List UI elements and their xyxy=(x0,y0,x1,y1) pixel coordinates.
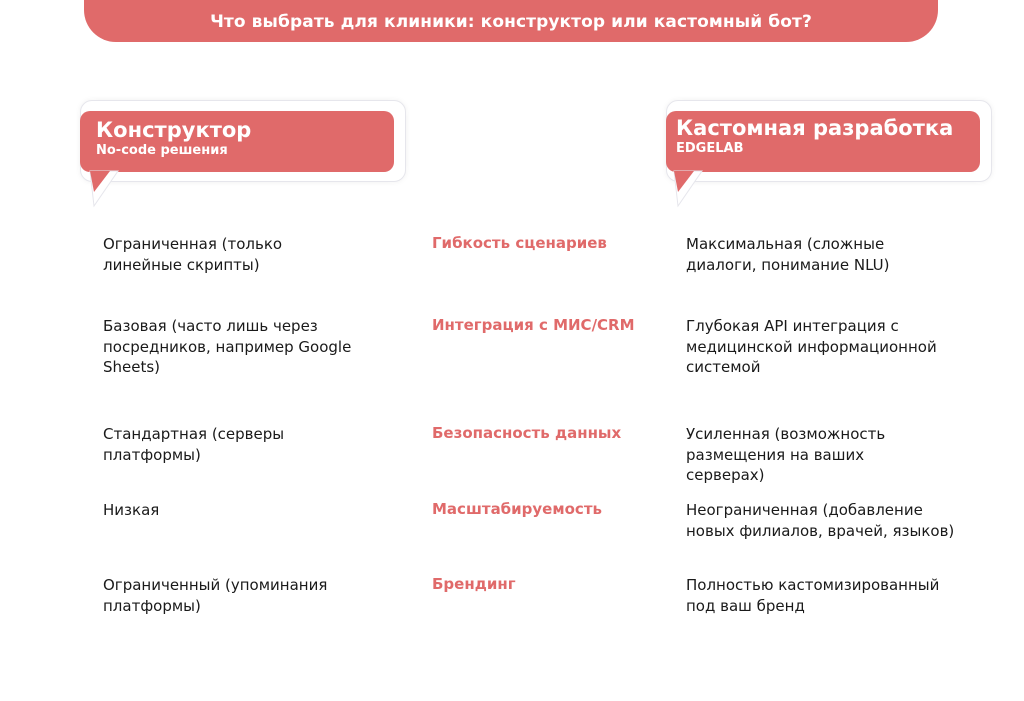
row-4-criterion: Масштабируемость xyxy=(432,500,602,518)
title-banner xyxy=(84,0,938,42)
row-5-right-value: Полностью кастомизированный под ваш бренд xyxy=(686,576,940,615)
left-card-subheading: No-code решения xyxy=(96,143,228,158)
right-card-subheading: EDGELAB xyxy=(676,141,744,156)
left-card-heading: Конструктор xyxy=(96,118,252,142)
right-card-tail xyxy=(668,170,708,210)
left-card-bubble xyxy=(80,111,394,172)
row-2-left-value: Базовая (часто лишь через посредников, например Google Sheets) xyxy=(103,317,352,376)
left-card-tail xyxy=(84,170,124,210)
right-card-heading: Кастомная разработка xyxy=(676,116,954,140)
row-3-left-value: Стандартная (серверы платформы) xyxy=(103,425,285,464)
row-1-criterion: Гибкость сценариев xyxy=(432,234,607,252)
row-4-right-value: Неограниченная (добавление новых филиалов, врачей, языков) xyxy=(686,501,955,540)
row-1-left-value: Ограниченная (только линейные скрипты) xyxy=(103,235,283,274)
row-3-right-value: Усиленная (возможность размещения на ваших серверах) xyxy=(686,425,886,484)
row-2-right-value: Глубокая API интеграция с медицинской информационной системой xyxy=(686,317,937,376)
row-5-criterion: Брендинг xyxy=(432,575,516,593)
right-card-bubble xyxy=(666,111,980,172)
page-title: Что выбрать для клиники: конструктор или кастомный бот? xyxy=(210,12,812,32)
row-3-criterion: Безопасность данных xyxy=(432,424,622,442)
row-5-left-value: Ограниченный (упоминания платформы) xyxy=(103,576,328,615)
row-4-left-value: Низкая xyxy=(103,501,160,519)
row-2-criterion: Интеграция с МИС/CRM xyxy=(432,316,635,334)
row-1-right-value: Максимальная (сложные диалоги, понимание NLU) xyxy=(686,235,890,274)
